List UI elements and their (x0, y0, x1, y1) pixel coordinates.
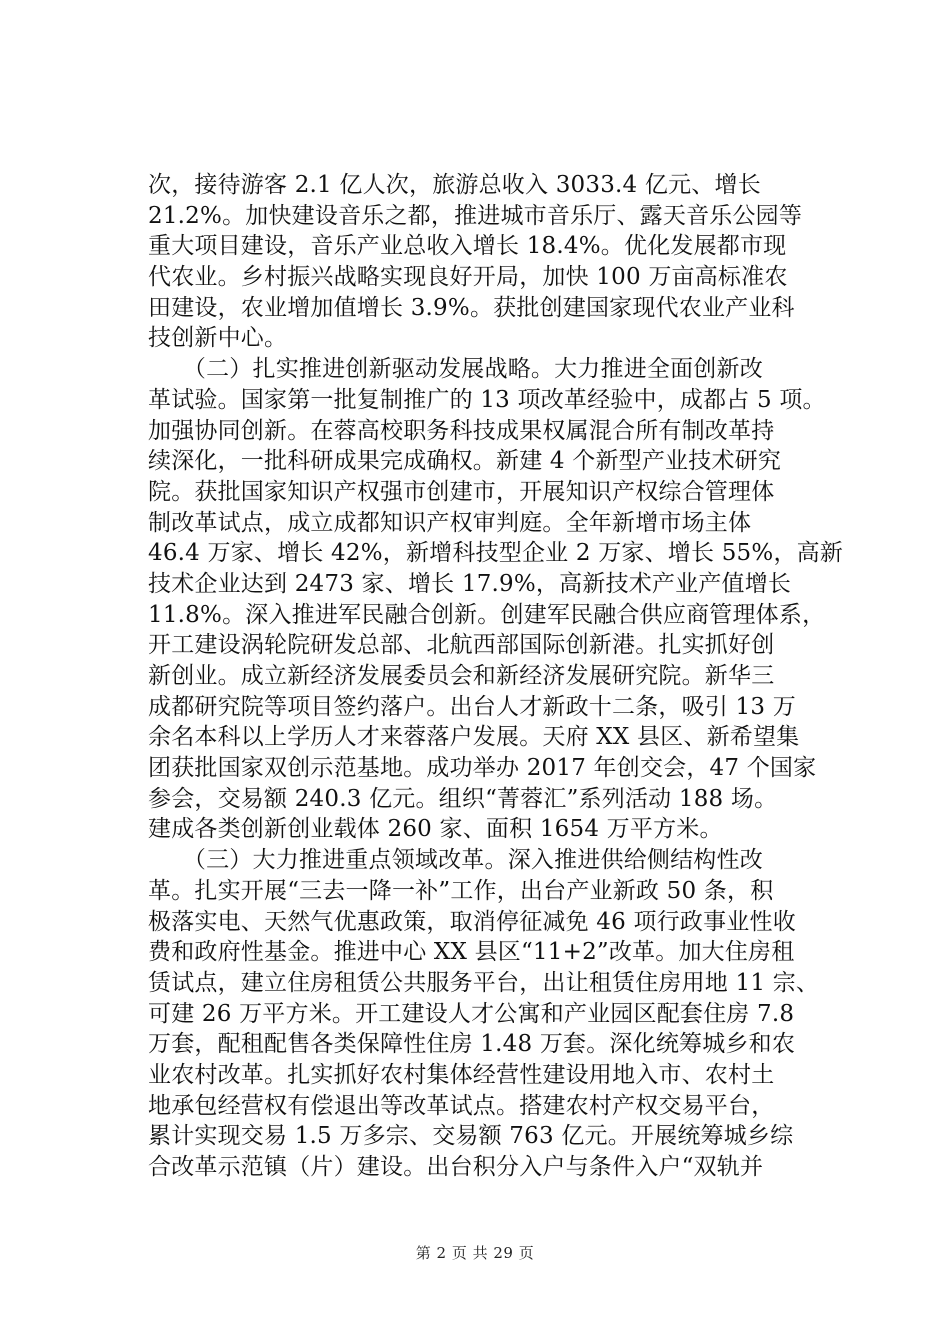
text-line: 制改革试点，成立成都知识产权审判庭。全年新增市场主体 (148, 509, 752, 536)
text-line: 技术企业达到 2473 家、增长 17.9%，高新技术产业产值增长 (148, 570, 792, 597)
text-line: 余名本科以上学历人才来蓉落户发展。天府 XX 县区、新希望集 (148, 724, 800, 751)
text-line: （三）大力推进重点领域改革。深入推进供给侧结构性改 (148, 847, 763, 874)
text-line: 次，接待游客 2.1 亿人次，旅游总收入 3033.4 亿元、增长 (148, 172, 761, 198)
text-line: 赁试点，建立住房租赁公共服务平台，出让租赁住房用地 11 宗、 (148, 969, 820, 996)
text-line: 参会，交易额 240.3 亿元。组织“菁蓉汇”系列活动 188 场。 (148, 785, 778, 812)
text-line: 重大项目建设，音乐产业总收入增长 18.4%。优化发展都市现 (148, 233, 787, 260)
text-line: 地承包经营权有偿退出等改革试点。搭建农村产权交易平台， (148, 1092, 775, 1119)
text-line: 极落实电、天然气优惠政策，取消停征减免 46 项行政事业性收 (148, 908, 796, 935)
text-line: 开工建设涡轮院研发总部、北航西部国际创新港。扎实抓好创 (148, 632, 775, 659)
text-line: 建成各类创新创业载体 260 家、面积 1654 万平方米。 (148, 816, 723, 843)
text-line: 可建 26 万平方米。开工建设人才公寓和产业园区配套住房 7.8 (148, 1000, 795, 1027)
page-footer: 第 2 页 共 29 页 (415, 1244, 535, 1262)
text-line: 技创新中心。 (148, 325, 288, 352)
text-line: 业农村改革。扎实抓好农村集体经营性建设用地入市、农村土 (148, 1061, 775, 1088)
text-line: 成都研究院等项目签约落户。出台人才新政十二条，吸引 13 万 (148, 693, 796, 720)
text-line: 革。扎实开展“三去一降一补”工作，出台产业新政 50 条，积 (148, 877, 774, 904)
text-line: 团获批国家双创示范基地。成功举办 2017 年创交会，47 个国家 (148, 755, 817, 782)
text-line: 累计实现交易 1.5 万多宗、交易额 763 亿元。开展统筹城乡综 (148, 1123, 794, 1150)
text-line: （二）扎实推进创新驱动发展战略。大力推进全面创新改 (148, 356, 763, 383)
text-line: 田建设，农业增加值增长 3.9%。获批创建国家现代农业产业科 (148, 294, 795, 321)
text-line: 加强协同创新。在蓉高校职务科技成果权属混合所有制改革持 (148, 417, 775, 444)
text-line: 万套，配租配售各类保障性住房 1.48 万套。深化统筹城乡和农 (148, 1031, 796, 1058)
text-line: 革试验。国家第一批复制推广的 13 项改革经验中，成都占 5 项。 (148, 386, 826, 413)
text-line: 合改革示范镇（片）建设。出台积分入户与条件入户“双轨并 (148, 1154, 764, 1180)
text-line: 11.8%。深入推进军民融合创新。创建军民融合供应商管理体系， (148, 601, 826, 628)
text-line: 21.2%。加快建设音乐之都，推进城市音乐厅、露天音乐公园等 (148, 202, 803, 229)
document-body (148, 170, 848, 1183)
text-line: 费和政府性基金。推进中心 XX 县区“11+2”改革。加大住房租 (148, 939, 795, 966)
text-line: 代农业。乡村振兴战略实现良好开局，加快 100 万亩高标准农 (148, 264, 788, 291)
text-line: 续深化，一批科研成果完成确权。新建 4 个新型产业技术研究 (148, 448, 782, 475)
text-line: 院。获批国家知识产权强市创建市，开展知识产权综合管理体 (148, 478, 775, 505)
text-line: 46.4 万家、增长 42%，新增科技型企业 2 万家、增长 55%，高新 (148, 540, 844, 567)
text-line: 新创业。成立新经济发展委员会和新经济发展研究院。新华三 (148, 663, 775, 689)
